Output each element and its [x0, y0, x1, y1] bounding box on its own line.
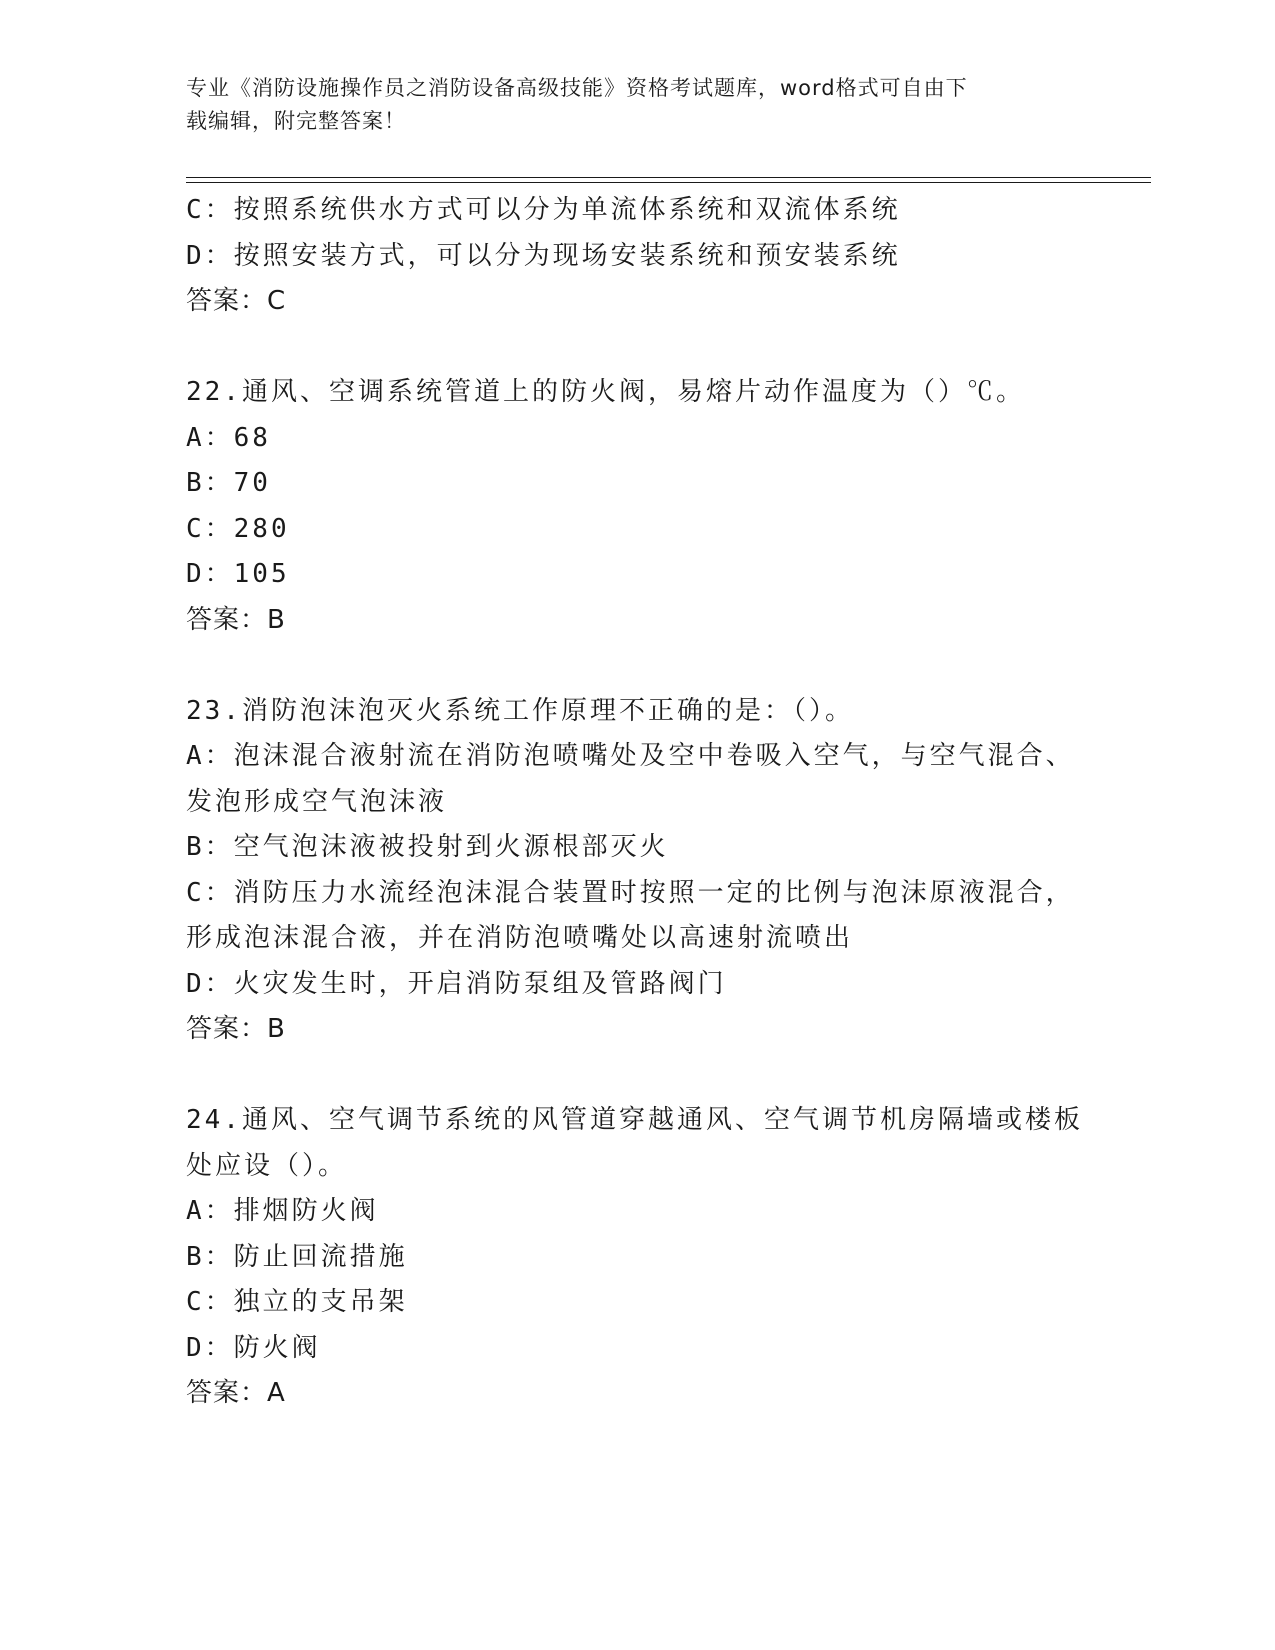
q24-option-d: D：防火阀 [186, 1332, 321, 1363]
q22-option-d: D：105 [186, 559, 290, 589]
q23-option-a-line-1: A：泡沫混合液射流在消防泡喷嘴处及空中卷吸入空气，与空气混合、 [186, 741, 1075, 771]
header-divider-top [186, 177, 1151, 178]
q22-option-b: B：70 [186, 468, 271, 498]
q23-answer: 答案：B [186, 1014, 286, 1044]
question-21 [186, 188, 1086, 325]
question-content [186, 188, 1086, 1417]
q22-stem: 22.通风、空调系统管道上的防火阀，易熔片动作温度为（）℃。 [186, 377, 1025, 407]
q24-answer: 答案：A [186, 1378, 286, 1408]
header-line-2: 载编辑，附完整答案！ [186, 109, 406, 133]
q24-stem-line-1: 24.通风、空气调节系统的风管道穿越通风、空气调节机房隔墙或楼板 [186, 1105, 1083, 1135]
q22-option-a: A：68 [186, 422, 271, 453]
page-header [186, 72, 1066, 138]
q23-option-a-line-2: 发泡形成空气泡沫液 [186, 786, 448, 817]
question-24 [186, 1098, 1086, 1417]
q21-option-c: C：按照系统供水方式可以分为单流体系统和双流体系统 [186, 195, 901, 225]
q23-option-c-line-2: 形成泡沫混合液，并在消防泡喷嘴处以高速射流喷出 [186, 923, 854, 953]
q22-answer: 答案：B [186, 604, 286, 635]
question-23 [186, 689, 1086, 1053]
spacer [186, 643, 1086, 689]
q21-option-d: D：按照安装方式，可以分为现场安装系统和预安装系统 [186, 240, 901, 271]
q23-stem: 23.消防泡沫泡灭火系统工作原理不正确的是：（）。 [186, 695, 854, 726]
q22-option-c: C：280 [186, 513, 290, 544]
q23-option-d: D：火灾发生时，开启消防泵组及管路阀门 [186, 968, 727, 999]
q24-option-c: C：独立的支吊架 [186, 1287, 408, 1317]
spacer [186, 1053, 1086, 1099]
q21-answer: 答案：C [186, 286, 287, 316]
q23-option-c-line-1: C：消防压力水流经泡沫混合装置时按照一定的比例与泡沫原液混合， [186, 877, 1075, 908]
q23-option-b: B：空气泡沫液被投射到火源根部灭火 [186, 832, 669, 862]
q24-option-a: A：排烟防火阀 [186, 1196, 379, 1226]
header-divider-bottom [186, 182, 1151, 183]
q24-stem-line-2: 处应设（）。 [186, 1150, 348, 1181]
q24-option-b: B：防止回流措施 [186, 1241, 408, 1272]
question-22 [186, 370, 1086, 643]
spacer [186, 325, 1086, 371]
header-line-1: 专业《消防设施操作员之消防设备高级技能》资格考试题库，word格式可自由下 [186, 76, 968, 100]
